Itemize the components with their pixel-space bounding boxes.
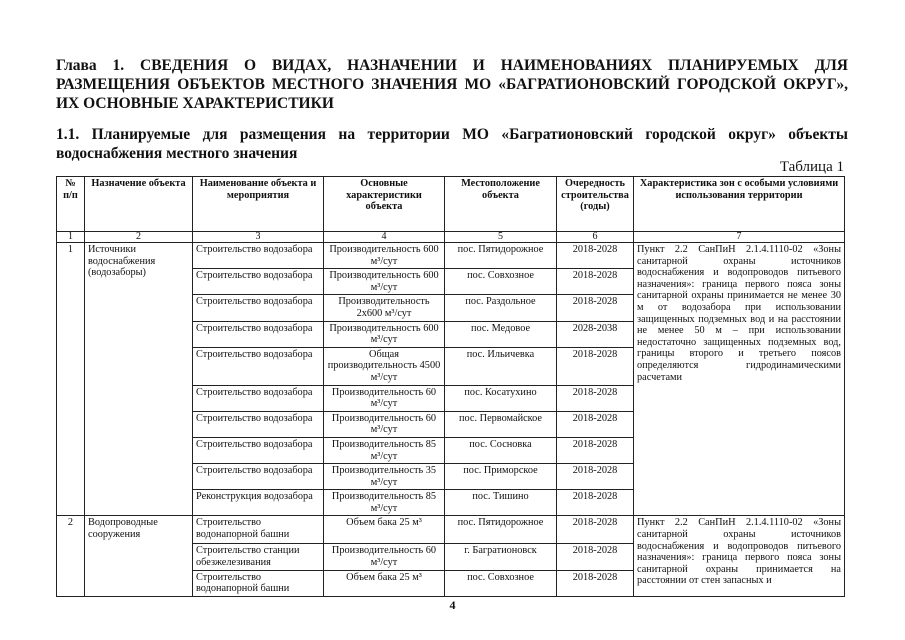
object-name: Строительство водозабора xyxy=(193,411,324,437)
object-location: пос. Тишино xyxy=(445,490,557,516)
construction-years: 2018-2028 xyxy=(557,269,634,295)
object-name: Реконструкция водозабора xyxy=(193,490,324,516)
column-number: 1 xyxy=(57,232,85,243)
object-name: Строительство водозабора xyxy=(193,243,324,269)
object-location: пос. Совхозное xyxy=(445,570,557,596)
object-location: пос. Пятидорожное xyxy=(445,243,557,269)
object-location: пос. Первомайское xyxy=(445,411,557,437)
object-characteristics: Производительность 2х600 м³/сут xyxy=(324,295,445,321)
table-label: Таблица 1 xyxy=(779,159,844,175)
construction-years: 2018-2028 xyxy=(557,385,634,411)
object-characteristics: Объем бака 25 м³ xyxy=(324,570,445,596)
object-name: Строительство водозабора xyxy=(193,347,324,385)
column-number: 5 xyxy=(445,232,557,243)
object-name: Строительство водозабора xyxy=(193,385,324,411)
construction-years: 2018-2028 xyxy=(557,347,634,385)
object-characteristics: Производительность 35 м³/сут xyxy=(324,464,445,490)
column-number: 6 xyxy=(557,232,634,243)
header-purpose: Назначение объекта xyxy=(85,177,193,232)
object-characteristics: Производительность 60 м³/сут xyxy=(324,385,445,411)
object-location: пос. Сосновка xyxy=(445,437,557,463)
object-name: Строительство водозабора xyxy=(193,321,324,347)
object-name: Строительство станции обезжелезивания xyxy=(193,544,324,570)
section-title: 1.1. Планируемые для размещения на территории МО «Багратионовский городской округ» объекты водоснабжения местного значения xyxy=(56,126,848,162)
object-name: Строительство водозабора xyxy=(193,269,324,295)
construction-years: 2018-2028 xyxy=(557,437,634,463)
object-location: пос. Медовое xyxy=(445,321,557,347)
construction-years: 2018-2028 xyxy=(557,295,634,321)
object-characteristics: Производительность 600 м³/сут xyxy=(324,269,445,295)
header-characteristics: Основные характеристики объекта xyxy=(324,177,445,232)
object-location: пос. Совхозное xyxy=(445,269,557,295)
object-name: Строительство водонапорной башни xyxy=(193,516,324,544)
construction-years: 2018-2028 xyxy=(557,516,634,544)
object-location: г. Багратионовск xyxy=(445,544,557,570)
object-name: Строительство водозабора xyxy=(193,464,324,490)
column-number: 7 xyxy=(634,232,845,243)
construction-years: 2018-2028 xyxy=(557,464,634,490)
object-location: пос. Пятидорожное xyxy=(445,516,557,544)
construction-years: 2018-2028 xyxy=(557,411,634,437)
object-characteristics: Производительность 60 м³/сут xyxy=(324,411,445,437)
header-zone: Характеристика зон с особыми условиями использования территории xyxy=(634,177,845,232)
chapter-title: Глава 1. СВЕДЕНИЯ О ВИДАХ, НАЗНАЧЕНИИ И НАИМЕНОВАНИЯХ ПЛАНИРУЕМЫХ ДЛЯ РАЗМЕЩЕНИЯ ОБЪЕКТОВ МЕСТНОГО ЗНАЧЕНИЯ МО «БАГРАТИОНОВСКИЙ ГОРОДСКОЙ ОКРУГ», ИХ ОСНОВНЫЕ ХАРАКТЕРИСТИКИ xyxy=(56,57,848,112)
object-characteristics: Производительность 600 м³/сут xyxy=(324,321,445,347)
construction-years: 2018-2028 xyxy=(557,544,634,570)
construction-years: 2028-2038 xyxy=(557,321,634,347)
object-location: пос. Приморское xyxy=(445,464,557,490)
column-number: 2 xyxy=(85,232,193,243)
page-number: 4 xyxy=(449,598,456,612)
zone-description: Пункт 2.2 СанПиН 2.1.4.1110-02 «Зоны санитарной охраны источников водоснабжения и водопроводов питьевого назначения»: граница первого пояса зоны санитарной охраны принимается не менее 30 м от водозабора при использовании защищенных подземных вод и на расстоянии не менее 50 м – при использовании недостаточно защищенных подземных вод, границы второго и третьего поясов определяются гидродинамическими расчетами xyxy=(634,243,845,516)
header-years: Очередность строительства (годы) xyxy=(557,177,634,232)
object-name: Строительство водонапорной башни xyxy=(193,570,324,596)
construction-years: 2018-2028 xyxy=(557,243,634,269)
object-characteristics: Объем бака 25 м³ xyxy=(324,516,445,544)
object-characteristics: Производительность 85 м³/сут xyxy=(324,437,445,463)
object-characteristics: Производительность 85 м³/сут xyxy=(324,490,445,516)
column-number: 3 xyxy=(193,232,324,243)
object-characteristics: Общая производительность 4500 м³/сут xyxy=(324,347,445,385)
water-supply-table xyxy=(56,176,845,597)
header-name: Наименование объекта и мероприятия xyxy=(193,177,324,232)
column-number: 4 xyxy=(324,232,445,243)
object-name: Строительство водозабора xyxy=(193,295,324,321)
row-number: 2 xyxy=(57,516,85,596)
object-purpose: Источники водоснабжения (водозаборы) xyxy=(85,243,193,516)
object-name: Строительство водозабора xyxy=(193,437,324,463)
construction-years: 2018-2028 xyxy=(557,490,634,516)
header-location: Местоположение объекта xyxy=(445,177,557,232)
column-number-row xyxy=(57,232,845,243)
object-location: пос. Раздольное xyxy=(445,295,557,321)
object-characteristics: Производительность 600 м³/сут xyxy=(324,243,445,269)
object-characteristics: Производительность 60 м³/сут xyxy=(324,544,445,570)
object-purpose: Водопроводные сооружения xyxy=(85,516,193,596)
construction-years: 2018-2028 xyxy=(557,570,634,596)
object-location: пос. Ильичевка xyxy=(445,347,557,385)
zone-description: Пункт 2.2 СанПиН 2.1.4.1110-02 «Зоны санитарной охраны источников водоснабжения и водопроводов питьевого назначения»: граница первого пояса зоны санитарной охраны принимается на расстоянии от стен запасных и xyxy=(634,516,845,596)
row-number: 1 xyxy=(57,243,85,516)
table-row xyxy=(57,516,845,544)
table-header-row xyxy=(57,177,845,232)
table-row xyxy=(57,243,845,269)
object-location: пос. Косатухино xyxy=(445,385,557,411)
header-num: № п/п xyxy=(57,177,85,232)
